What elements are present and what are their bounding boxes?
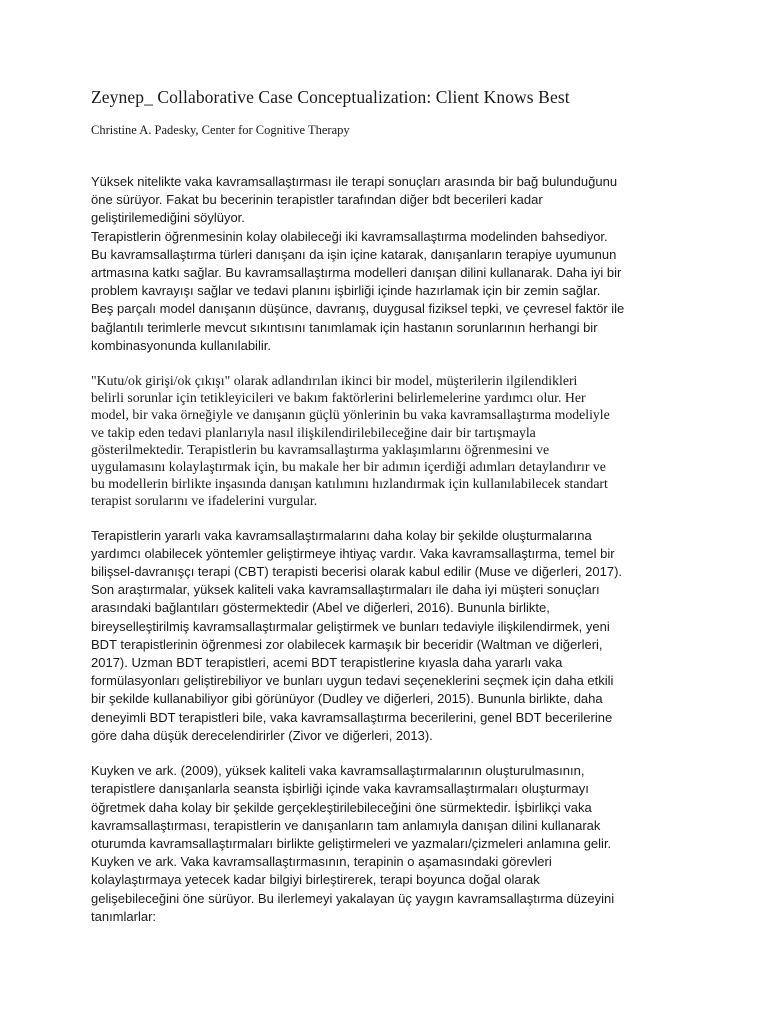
document-author: Christine A. Padesky, Center for Cognitive Therapy <box>91 123 350 137</box>
paragraph-4: Kuyken ve ark. (2009), yüksek kaliteli vaka kavramsallaştırmalarının oluşturulmasının, terapistlere danışanlarla seansta işbirliği içinde vaka kavramsallaştırmaları oluşturmayı öğretmek daha kolay bir şekilde gerçekleştirilebileceğini öne sürmektedir. İşbirlikçi vaka kavramsallaştırması, terapistlerin ve danışanların tam anlamıyla danışan dilini kullanarak oturumda kavramsallaştırmaları birlikte geliştirmeleri ve yazmaları/çizmeleri anlamına gelir. Kuyken ve ark. Vaka kavramsallaştırmasının, terapinin o aşamasındaki görevleri kolaylaştırmaya yetecek kadar bilgiyi birleştirerek, terapi boyunca doğal olarak gelişebileceğini öne sürüyor. Bu ilerlemeyi yakalayan üç yaygın kavramsallaştırma düzeyini tanımlarlar: <box>91 763 615 924</box>
paragraph-3: Terapistlerin yararlı vaka kavramsallaştırmalarını daha kolay bir şekilde oluşturmalarına yardımcı olabilecek yöntemler geliştirmeye ihtiyaç vardır. Vaka kavramsallaştırma, temel bir bilişsel-davranışçı terapi (CBT) terapisti becerisi olarak kabul edilir (Muse ve diğerleri, 2017). Son araştırmalar, yüksek kaliteli vaka kavramsallaştırmaları ile daha iyi müşteri sonuçları arasındaki bağlantıları göstermektedir (Abel ve diğerleri, 2016). Bununla birlikte, bireyselleştirilmiş kavramsallaştırmalar geliştirmek ve bunları tedaviyle ilişkilendirmek, yeni BDT terapistlerinin öğrenmesi zor olabilecek karmaşık bir beceridir (Waltman ve diğerleri, 2017). Uzman BDT terapistleri, acemi BDT terapistlerine kıyasla daha yararlı vaka formülasyonları geliştirebiliyor ve bunları uygun tedavi seçeneklerini seçmek için daha etkili bir şekilde kullanabiliyor gibi görünüyor (Dudley ve diğerleri, 2015). Bununla birlikte, daha deneyimli BDT terapistleri bile, vaka kavramsallaştırma becerilerini, genel BDT becerilerine göre daha düşük derecelendirirler (Zivor ve diğerleri, 2013). <box>91 527 623 743</box>
paragraph-1: Yüksek nitelikte vaka kavramsallaştırması ile terapi sonuçları arasında bir bağ bulunduğunu öne sürüyor. Fakat bu becerinin terapistler tarafından diğer bdt becerileri kadar geliştirilemediğini söylüyor. Terapistlerin öğrenmesinin kolay olabileceği iki kavramsallaştırma modelinden bahsediyor. Bu kavramsallaştırma türleri danışanı da işin içine katarak, danışanların terapiye uyumunun artmasına katkı sağlar. Bu kavramsallaştırma modelleri danışan dilini kullanarak. Daha iyi bir problem kavrayışı sağlar ve tedavi planını işbirliği içinde hazırlamak için bir zemin sağlar. Beş parçalı model danışanın düşünce, davranış, duygusal fiziksel tepki, ve çevresel faktör ile bağlantılı terimlerle mevcut sıkıntısını tanımlamak için hastanın sorunlarının herhangi bir kombinasyonunda kullanılabilir. <box>91 174 625 353</box>
paragraph-2: "Kutu/ok girişi/ok çıkışı" olarak adlandırılan ikinci bir model, müşterilerin ilgilendikleri belirli sorunlar için tetikleyicileri ve bakım faktörlerini belirlemelerine yardımcı olur. Her model, bir vaka örneğiyle ve danışanın güçlü yönlerinin bu vaka kavramsallaştırma modeliyle ve takip eden tedavi planlarıyla nasıl ilişkilendirilebileceğine dair bir tartışmayla gösterilmektedir. Terapistlerin bu kavramsallaştırma yaklaşımlarını öğrenmesini ve uygulamasını kolaylaştırmak için, bu makale her bir adımın içerdiği adımları detaylandırır ve bu modellerin birlikte inşasında danışan katılımını hızlandırmak için kullanılabilecek standart terapist sorularını ve ifadelerini vurgular. <box>91 373 610 509</box>
document-title: Zeynep_ Collaborative Case Conceptualization: Client Knows Best <box>91 87 570 107</box>
